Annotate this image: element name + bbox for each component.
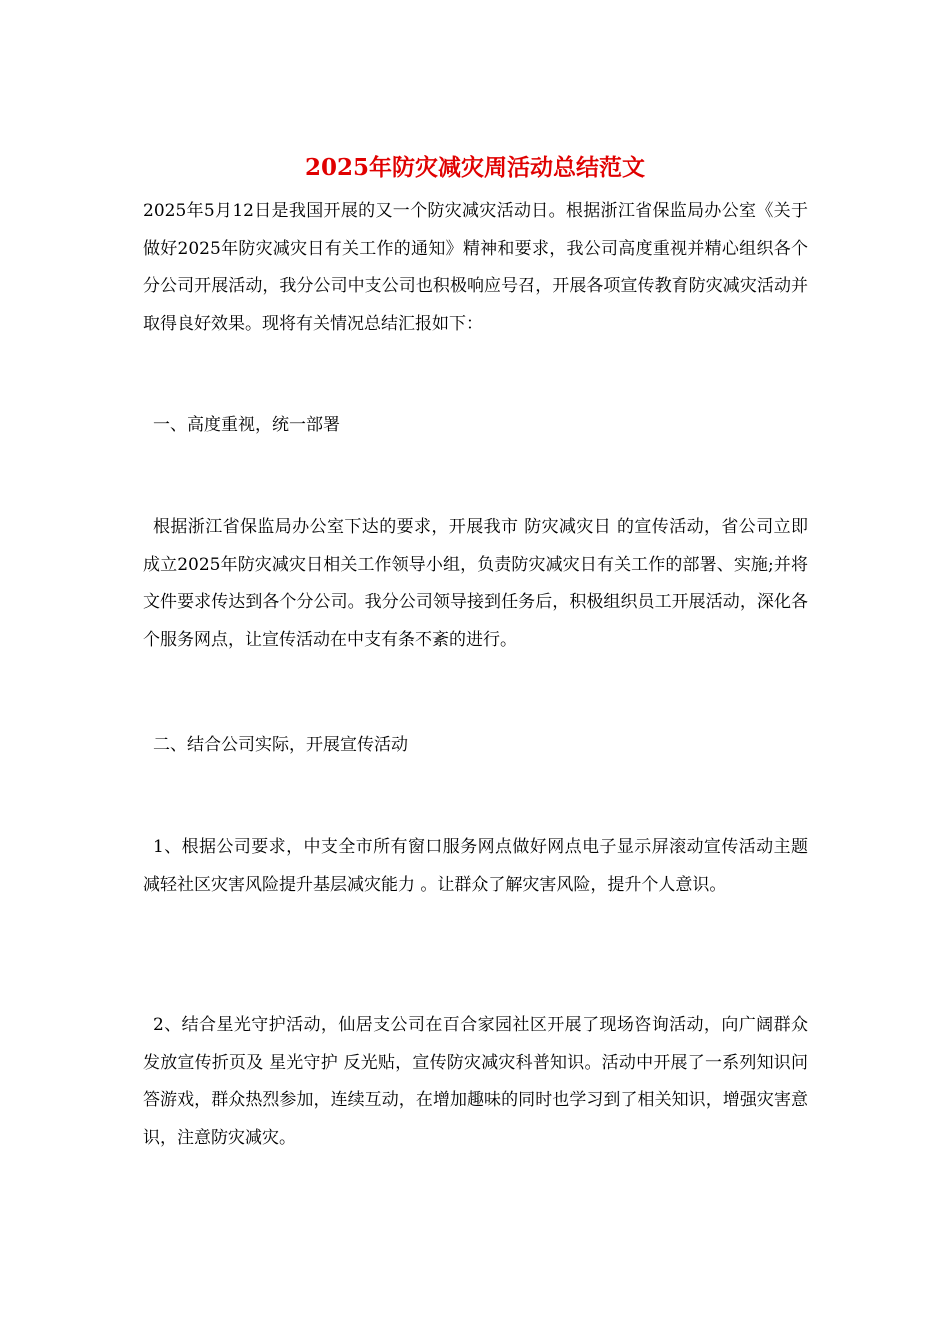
intro-paragraph: 2025年5月12日是我国开展的又一个防灾减灾活动日。根据浙江省保监局办公室《关于做好2025年防灾减灾日有关工作的通知》精神和要求，我公司高度重视并精心组织各个分公司开展活动，我分公司中支公司也积极响应号召，开展各项宣传教育防灾减灾活动并取得良好效果。现将有关情况总结汇报如下： (143, 201, 808, 334)
section2-item-2: 2、结合星光守护活动，仙居支公司在百合家园社区开展了现场咨询活动，向广阔群众发放宣传折页及 星光守护 反光贴，宣传防灾减灾科普知识。活动中开展了一系列知识问答游戏，群众热烈参加，连续互动，在增加趣味的同时也学习到了相关知识，增强灾害意识，注意防灾减灾。 (143, 1015, 808, 1148)
document-title: 2025年防灾减灾周活动总结范文 (304, 154, 645, 181)
section2-item-1: 1、根据公司要求，中支全市所有窗口服务网点做好网点电子显示屏滚动宣传活动主题 减轻社区灾害风险提升基层减灾能力 。让群众了解灾害风险，提升个人意识。 (143, 837, 808, 895)
section2-heading: 二、结合公司实际，开展宣传活动 (153, 735, 408, 755)
section1-heading: 一、高度重视，统一部署 (153, 415, 340, 435)
section1-paragraph: 根据浙江省保监局办公室下达的要求，开展我市 防灾减灾日 的宣传活动，省公司立即成立2025年防灾减灾日相关工作领导小组，负责防灾减灾日有关工作的部署、实施;并将文件要求传达到各个分公司。我分公司领导接到任务后，积极组织员工开展活动，深化各个服务网点，让宣传活动在中支有条不紊的进行。 (143, 517, 808, 650)
